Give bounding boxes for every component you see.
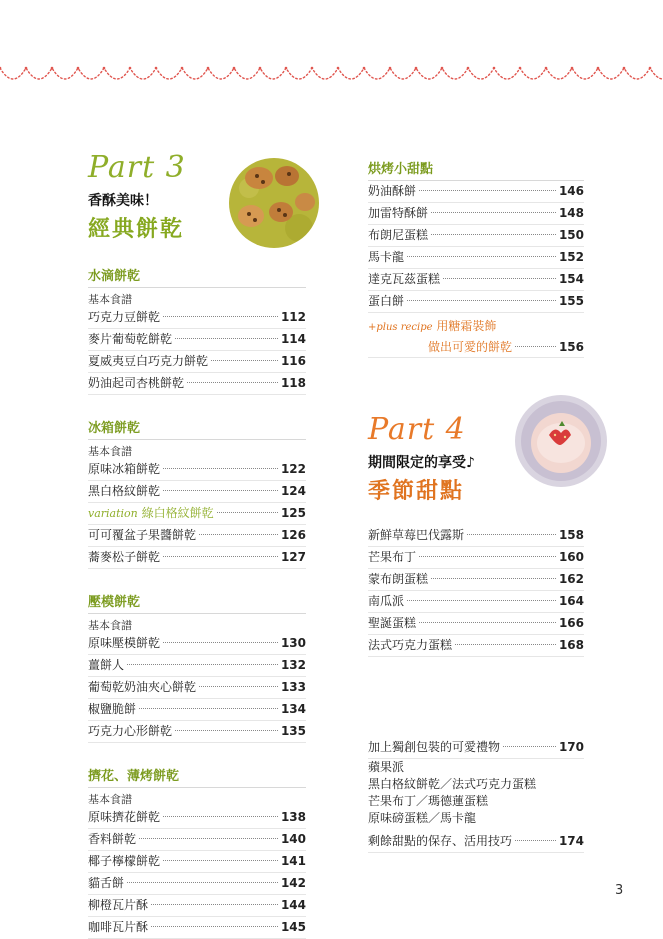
toc-entry[interactable] (88, 351, 306, 373)
toc-entry[interactable] (368, 269, 584, 291)
page-number: 138 (280, 810, 306, 824)
entry-title: 蒙布朗蛋糕 (368, 572, 429, 586)
entry-title: 薑餅人 (88, 658, 125, 672)
page-number: 170 (558, 740, 584, 754)
variation-label: variation (88, 507, 138, 520)
entry-title: 蕎麥松子餅乾 (88, 550, 161, 564)
leader-dots (515, 840, 556, 841)
leader-dots (455, 644, 556, 645)
variation-title: 綠白格紋餅乾 (141, 506, 214, 520)
leader-dots (431, 212, 556, 213)
page-number: 118 (280, 376, 306, 390)
toc-entry[interactable] (88, 895, 306, 917)
gift-line: 原味磅蛋糕／馬卡龍 (368, 811, 477, 825)
entry-title: 椰子檸檬餅乾 (88, 854, 161, 868)
entry-title: 巧克力心形餅乾 (88, 724, 173, 738)
storage-title: 剩餘甜點的保存、活用技巧 (368, 834, 513, 848)
toc-entry[interactable] (88, 503, 306, 525)
page-number: 122 (280, 462, 306, 476)
basic-recipe-label: 基本食譜 (88, 293, 132, 306)
part3-label: Part 3 (88, 150, 186, 185)
page-number: 168 (558, 638, 584, 652)
page-number: 146 (558, 184, 584, 198)
scallop-dot (467, 67, 470, 70)
toc-entry[interactable] (368, 525, 584, 547)
leader-dots (163, 642, 278, 643)
leader-dots (407, 600, 556, 601)
basic-recipe-label: 基本食譜 (88, 445, 132, 458)
scallop-dot (623, 67, 626, 70)
toc-entry[interactable] (88, 307, 306, 329)
toc-entry[interactable] (368, 181, 584, 203)
page-number: 141 (280, 854, 306, 868)
toc-entry[interactable] (88, 917, 306, 939)
scallop-dot (649, 67, 652, 70)
gift-line: 芒果布丁／瑪德蓮蛋糕 (368, 794, 489, 808)
page-number: 174 (558, 834, 584, 848)
toc-entry[interactable] (88, 525, 306, 547)
scallop-dot (337, 67, 340, 70)
leader-dots (175, 730, 278, 731)
section-heading: 擠花、薄烤餅乾 (88, 765, 306, 788)
leader-dots (515, 346, 556, 347)
plus-recipe-label: +plus recipe (368, 322, 433, 333)
toc-entry[interactable] (88, 459, 306, 481)
scallop-dot (519, 67, 522, 70)
leader-dots (151, 926, 278, 927)
entry-title: 奶油起司杏桃餅乾 (88, 376, 185, 390)
scallop-dot (311, 67, 314, 70)
toc-entry[interactable] (368, 635, 584, 657)
right-column (368, 150, 584, 853)
scallop-dot (389, 67, 392, 70)
toc-entry[interactable] (88, 677, 306, 699)
toc-entry[interactable] (88, 633, 306, 655)
part3-column (88, 150, 306, 939)
entry-title: 芒果布丁 (368, 550, 417, 564)
scallop-dot (415, 67, 418, 70)
leader-dots (443, 278, 556, 279)
leader-dots (467, 534, 556, 535)
toc-entry[interactable] (88, 699, 306, 721)
scallop-dot (363, 67, 366, 70)
toc-entry[interactable] (368, 203, 584, 225)
scallop-dot (77, 67, 80, 70)
part4-label: Part 4 (368, 412, 466, 447)
leader-dots (163, 860, 278, 861)
scallop-dot (259, 67, 262, 70)
scallop-dot (545, 67, 548, 70)
scallop-dot (285, 67, 288, 70)
baked-heading: 烘烤小甜點 (368, 158, 584, 181)
scallop-line (0, 68, 663, 79)
page-number: 148 (558, 206, 584, 220)
entry-title: 南瓜派 (368, 594, 405, 608)
plus-recipe (368, 317, 584, 337)
leader-dots (163, 556, 278, 557)
scallop-dot (571, 67, 574, 70)
scallop-dot (25, 67, 28, 70)
page-number: 145 (280, 920, 306, 934)
toc-entry[interactable] (88, 829, 306, 851)
entry-title: 加雷特酥餅 (368, 206, 429, 220)
part4-subtitle: 期間限定的享受♪ (368, 455, 475, 471)
page-number: 142 (280, 876, 306, 890)
toc-entry[interactable] (368, 591, 584, 613)
storage-row[interactable] (368, 831, 584, 853)
toc-entry[interactable] (88, 373, 306, 395)
toc-entry[interactable] (88, 481, 306, 503)
leader-dots (151, 904, 278, 905)
leader-dots (139, 708, 278, 709)
entry-title: 咖啡瓦片酥 (88, 920, 149, 934)
toc-entry[interactable] (88, 873, 306, 895)
page-number: 160 (558, 550, 584, 564)
part3-subtitle: 香酥美味！ (88, 193, 158, 209)
page-number: 127 (280, 550, 306, 564)
toc-entry[interactable] (368, 225, 584, 247)
scallop-dot (181, 67, 184, 70)
page-number: 112 (280, 310, 306, 324)
entry-title (88, 503, 214, 524)
gift-line: 黑白格紋餅乾／法式巧克力蛋糕 (368, 777, 537, 791)
page-number-footer: 3 (615, 883, 624, 898)
page-number: 130 (280, 636, 306, 650)
leader-dots (431, 234, 556, 235)
page-number: 154 (558, 272, 584, 286)
scallop-dot (597, 67, 600, 70)
section-heading: 壓模餅乾 (88, 591, 306, 614)
plus-recipe-row[interactable] (368, 337, 584, 358)
scallop-dot (155, 67, 158, 70)
toc-entry[interactable] (88, 851, 306, 873)
leader-dots (127, 664, 278, 665)
page-number: 162 (558, 572, 584, 586)
leader-dots (211, 360, 278, 361)
leader-dots (163, 468, 278, 469)
page-number: 164 (558, 594, 584, 608)
leader-dots (187, 382, 278, 383)
gift-line: 蘋果派 (368, 760, 405, 774)
entry-title: 葡萄乾奶油夾心餅乾 (88, 680, 197, 694)
page-number: 125 (280, 506, 306, 520)
page-number: 132 (280, 658, 306, 672)
leader-dots (163, 316, 278, 317)
leader-dots (419, 190, 556, 191)
section-heading: 冰箱餅乾 (88, 417, 306, 440)
page-number: 124 (280, 484, 306, 498)
part4-title: 季節甜點 (368, 479, 465, 504)
toc-entry[interactable] (88, 655, 306, 677)
entry-title: 布朗尼蛋糕 (368, 228, 429, 242)
toc-entry[interactable] (368, 247, 584, 269)
entry-title: 巧克力豆餅乾 (88, 310, 161, 324)
page-number: 114 (280, 332, 306, 346)
page-number: 144 (280, 898, 306, 912)
leader-dots (163, 490, 278, 491)
leader-dots (407, 300, 556, 301)
page-number: 126 (280, 528, 306, 542)
toc-entry[interactable] (88, 807, 306, 829)
part4-list (368, 525, 584, 657)
leader-dots (431, 578, 556, 579)
scallop-dot (129, 67, 132, 70)
scallop-dot (493, 67, 496, 70)
entry-title: 貓舌餅 (88, 876, 125, 890)
leader-dots (175, 338, 278, 339)
entry-title: 達克瓦茲蛋糕 (368, 272, 441, 286)
entry-title: 柳橙瓦片酥 (88, 898, 149, 912)
page-number: 133 (280, 680, 306, 694)
entry-title: 黑白格紋餅乾 (88, 484, 161, 498)
entry-title: 新鮮草莓巴伐露斯 (368, 528, 465, 542)
page-number: 116 (280, 354, 306, 368)
gift-title: 加上獨創包裝的可愛禮物 (368, 740, 501, 754)
scallop-dot (441, 67, 444, 70)
page-number: 158 (558, 528, 584, 542)
entry-title: 麥片葡萄乾餅乾 (88, 332, 173, 346)
page-number: 134 (280, 702, 306, 716)
entry-title: 原味冰箱餅乾 (88, 462, 161, 476)
page-number: 155 (558, 294, 584, 308)
leader-dots (127, 882, 278, 883)
toc-entry[interactable] (368, 613, 584, 635)
leader-dots (199, 686, 278, 687)
entry-title: 原味擠花餅乾 (88, 810, 161, 824)
leader-dots (217, 512, 278, 513)
part3-sections (88, 265, 306, 939)
entry-title: 原味壓模餅乾 (88, 636, 161, 650)
leader-dots (199, 534, 278, 535)
leader-dots (163, 816, 278, 817)
leader-dots (419, 556, 556, 557)
plus-recipe-line1: 用糖霜裝飾 (436, 319, 497, 333)
leader-dots (503, 746, 556, 747)
leader-dots (139, 838, 278, 839)
toc-entry[interactable] (88, 547, 306, 569)
scallop-border (0, 62, 663, 92)
page-number: 156 (558, 340, 584, 354)
scallop-dot (103, 67, 106, 70)
toc-entry[interactable] (368, 547, 584, 569)
entry-title: 椒鹽脆餅 (88, 702, 137, 716)
scallop-dot (207, 67, 210, 70)
gift-row[interactable] (368, 737, 584, 759)
plus-recipe-line2: 做出可愛的餅乾 (428, 340, 513, 354)
gift-lines (368, 759, 584, 827)
leader-dots (407, 256, 556, 257)
entry-title: 法式巧克力蛋糕 (368, 638, 453, 652)
baked-list (368, 181, 584, 313)
toc-entry[interactable] (88, 721, 306, 743)
entry-title: 可可覆盆子果醬餅乾 (88, 528, 197, 542)
page-number: 140 (280, 832, 306, 846)
entry-title: 蛋白餅 (368, 294, 405, 308)
page-number: 166 (558, 616, 584, 630)
cookie-photo (229, 158, 319, 248)
basic-recipe-label: 基本食譜 (88, 619, 132, 632)
toc-entry[interactable] (368, 291, 584, 313)
entry-title: 香料餅乾 (88, 832, 137, 846)
entry-title: 馬卡龍 (368, 250, 405, 264)
leader-dots (419, 622, 556, 623)
toc-entry[interactable] (368, 569, 584, 591)
page-number: 135 (280, 724, 306, 738)
dessert-photo (515, 395, 607, 487)
part3-title: 經典餅乾 (88, 217, 185, 242)
page-number: 150 (558, 228, 584, 242)
section-heading: 水滴餅乾 (88, 265, 306, 288)
entry-title: 夏威夷豆白巧克力餅乾 (88, 354, 209, 368)
toc-entry[interactable] (88, 329, 306, 351)
entry-title: 聖誕蛋糕 (368, 616, 417, 630)
scallop-dot (233, 67, 236, 70)
entry-title: 奶油酥餅 (368, 184, 417, 198)
scallop-dot (51, 67, 54, 70)
basic-recipe-label: 基本食譜 (88, 793, 132, 806)
page-number: 152 (558, 250, 584, 264)
